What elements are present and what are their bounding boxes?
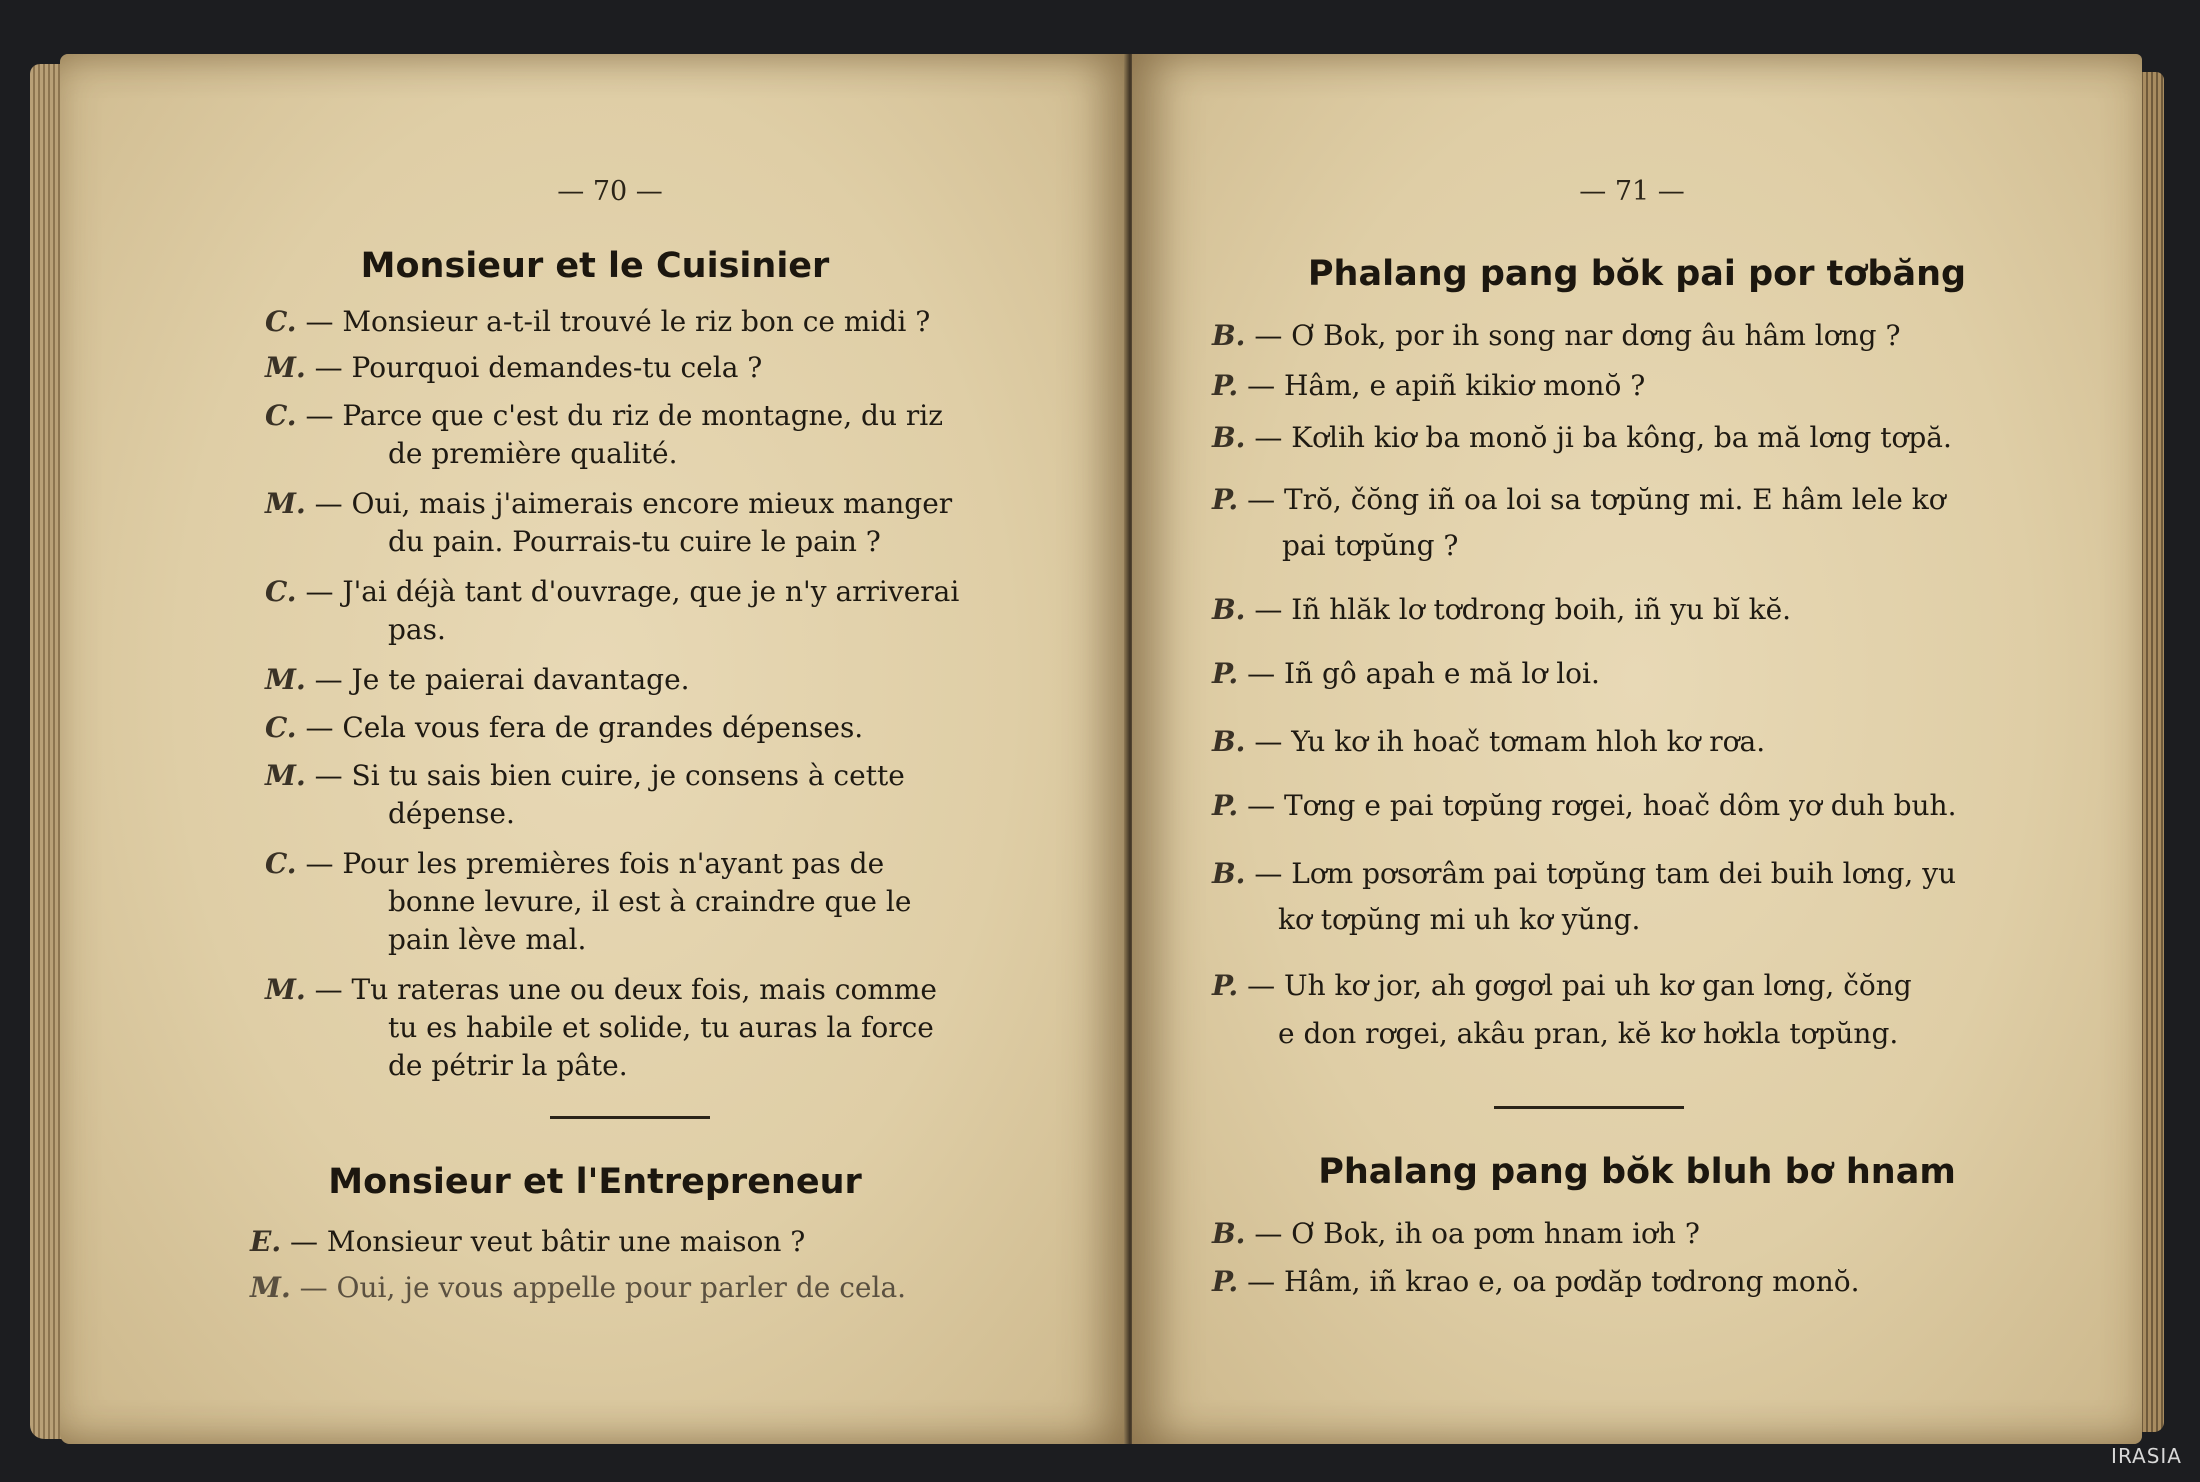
dialogue-continuation: tu es habile et solide, tu auras la force	[388, 1011, 934, 1044]
dialogue-continuation: dépense.	[388, 797, 515, 830]
dialogue-continuation: du pain. Pourrais-tu cuire le pain ?	[388, 525, 881, 558]
dialogue-line	[1212, 1214, 1700, 1254]
dialogue-text: — Parce que c'est du riz de montagne, du riz	[305, 399, 943, 432]
dialogue-text: — Je te paierai davantage.	[314, 663, 690, 696]
dialogue-text: — Hâm, iñ krao e, oa pơdăp tơdrong monŏ.	[1247, 1265, 1860, 1298]
dialogue-text: — Tơng e pai tơpŭng rơgei, hoač dôm yơ duh buh.	[1247, 789, 1957, 822]
dialogue-line	[265, 484, 952, 524]
dialogue-continuation: bonne levure, il est à craindre que le	[388, 885, 912, 918]
dialogue-line	[1212, 1262, 1860, 1302]
dialogue-line	[265, 708, 863, 748]
speaker-label: M.	[265, 759, 306, 792]
speaker-label: B.	[1212, 857, 1246, 890]
dialogue-line	[1212, 966, 1912, 1006]
dialogue-text: — Oui, mais j'aimerais encore mieux manger	[314, 487, 953, 520]
dialogue-continuation: kơ tơpŭng mi uh kơ yŭng.	[1278, 903, 1641, 936]
speaker-label: C.	[265, 305, 297, 338]
dialogue-continuation: pai tơpŭng ?	[1282, 529, 1459, 562]
speaker-label: M.	[265, 487, 306, 520]
speaker-label: P.	[1212, 789, 1239, 822]
dialogue-text: — Ơ Bok, por ih song nar dơng âu hâm lơng ?	[1254, 319, 1901, 352]
dialogue-continuation: de pétrir la pâte.	[388, 1049, 628, 1082]
section-heading: Monsieur et l'Entrepreneur	[328, 1162, 862, 1202]
speaker-label: B.	[1212, 319, 1246, 352]
dialogue-line	[265, 396, 943, 436]
dialogue-line	[1212, 480, 1946, 520]
section-divider	[1494, 1106, 1684, 1109]
dialogue-line	[265, 844, 884, 884]
speaker-label: C.	[265, 711, 297, 744]
dialogue-text: — J'ai déjà tant d'ouvrage, que je n'y arriverai	[305, 575, 960, 608]
speaker-label: B.	[1212, 1217, 1246, 1250]
speaker-label: P.	[1212, 969, 1239, 1002]
page-number: — 71 —	[1579, 176, 1685, 207]
dialogue-line	[1212, 786, 1956, 826]
speaker-label: P.	[1212, 369, 1239, 402]
dialogue-continuation: pas.	[388, 613, 446, 646]
speaker-label: P.	[1212, 657, 1239, 690]
dialogue-line	[250, 1268, 906, 1308]
dialogue-text: — Monsieur veut bâtir une maison ?	[290, 1225, 806, 1258]
section-heading: Phalang pang bŏk bluh bơ hnam	[1318, 1152, 1956, 1192]
speaker-label: P.	[1212, 1265, 1239, 1298]
dialogue-text: — Yu kơ ih hoač tơmam hloh kơ rơa.	[1254, 725, 1766, 758]
dialogue-line	[250, 1222, 805, 1262]
speaker-label: P.	[1212, 483, 1239, 516]
dialogue-line	[265, 572, 959, 612]
dialogue-text: — Pourquoi demandes-tu cela ?	[314, 351, 763, 384]
dialogue-text: — Ơ Bok, ih oa pơm hnam iơh ?	[1254, 1217, 1700, 1250]
dialogue-continuation: pain lève mal.	[388, 923, 587, 956]
dialogue-text: — Tu rateras une ou deux fois, mais comme	[314, 973, 937, 1006]
dialogue-text: — Lơm pơsơrâm pai tơpŭng tam dei buih lơng, yu	[1254, 857, 1957, 890]
section-heading: Monsieur et le Cuisinier	[360, 246, 830, 286]
speaker-label: M.	[265, 663, 306, 696]
dialogue-line	[1212, 722, 1765, 762]
open-book	[30, 54, 2160, 1444]
dialogue-line	[1212, 854, 1956, 894]
dialogue-continuation: e don rơgei, akâu pran, kĕ kơ hơkla tơpŭng.	[1278, 1017, 1899, 1050]
dialogue-text: — Cela vous fera de grandes dépenses.	[305, 711, 864, 744]
dialogue-text: — Si tu sais bien cuire, je consens à cette	[314, 759, 905, 792]
dialogue-text: — Monsieur a-t-il trouvé le riz bon ce midi ?	[305, 305, 931, 338]
page-edges-left	[30, 64, 64, 1439]
dialogue-line	[265, 756, 905, 796]
speaker-label: C.	[265, 575, 297, 608]
dialogue-line	[265, 660, 690, 700]
watermark-label: IRASIA	[2111, 1444, 2182, 1468]
dialogue-line	[1212, 654, 1600, 694]
dialogue-line	[265, 302, 930, 342]
page-number: — 70 —	[557, 176, 663, 207]
speaker-label: C.	[265, 399, 297, 432]
speaker-label: M.	[265, 973, 306, 1006]
dialogue-line	[1212, 316, 1900, 356]
dialogue-text: — Kơlih kiơ ba monŏ ji ba kông, ba mă lơng tơpă.	[1254, 421, 1952, 454]
dialogue-text: — Iñ gô apah e mă lơ loi.	[1247, 657, 1600, 690]
dialogue-line	[265, 970, 937, 1010]
dialogue-line	[265, 348, 762, 388]
dialogue-line	[1212, 418, 1952, 458]
speaker-label: M.	[265, 351, 306, 384]
speaker-label: B.	[1212, 725, 1246, 758]
speaker-label: E.	[250, 1225, 282, 1258]
speaker-label: B.	[1212, 593, 1246, 626]
dialogue-line	[1212, 366, 1645, 406]
dialogue-text: — Hâm, e apiñ kikiơ monŏ ?	[1247, 369, 1646, 402]
section-divider	[550, 1116, 710, 1119]
dialogue-text: — Uh kơ jor, ah gơgơl pai uh kơ gan lơng, čŏng	[1247, 969, 1912, 1002]
dialogue-text: — Pour les premières fois n'ayant pas de	[305, 847, 885, 880]
speaker-label: C.	[265, 847, 297, 880]
speaker-label: B.	[1212, 421, 1246, 454]
dialogue-text: — Oui, je vous appelle pour parler de cela.	[299, 1271, 907, 1304]
dialogue-continuation: de première qualité.	[388, 437, 678, 470]
left-page	[60, 54, 1130, 1444]
right-page	[1132, 54, 2142, 1444]
speaker-label: M.	[250, 1271, 291, 1304]
section-heading: Phalang pang bŏk pai por tơbăng	[1307, 254, 1967, 294]
dialogue-text: — Iñ hlăk lơ tơdrong boih, iñ yu bĭ kĕ.	[1254, 593, 1792, 626]
dialogue-line	[1212, 590, 1791, 630]
dialogue-text: — Trŏ, čŏng iñ oa loi sa tơpŭng mi. E hâm lele kơ	[1247, 483, 1946, 516]
